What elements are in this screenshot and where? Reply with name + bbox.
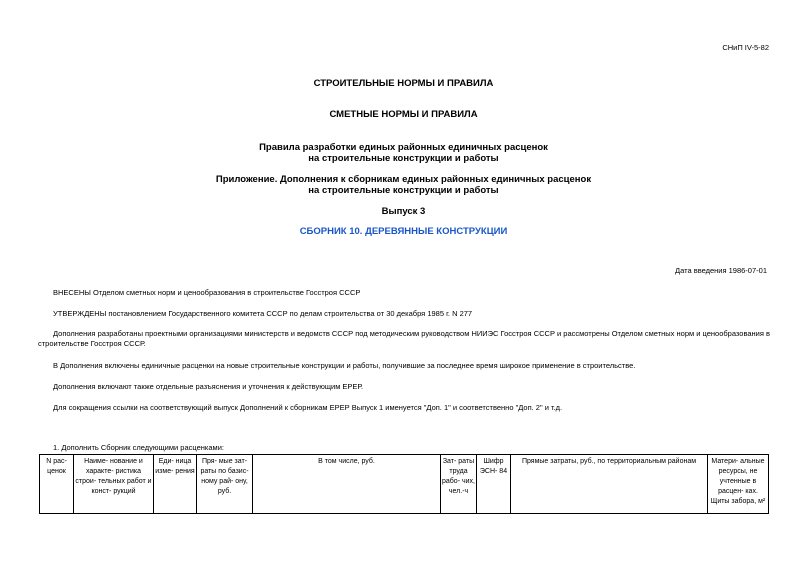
- paragraph-introduced: ВНЕСЕНЫ Отделом сметных норм и ценообразования в строительстве Госстроя СССР: [53, 288, 361, 297]
- table-header-row: [40, 455, 769, 514]
- appendix-title: [0, 174, 807, 196]
- appendix-title-line1: Приложение. Дополнения к сборникам единых районных единичных расценок: [215, 174, 592, 185]
- header-unit: Еди- ница изме- рения: [154, 455, 197, 514]
- appendix-title-line2: на строительные конструкции и работы: [308, 185, 499, 196]
- header-esn-code: Шифр ЭСН- 84: [477, 455, 511, 514]
- header-direct-costs-regions: Прямые затраты, руб., по территориальным районам: [511, 455, 708, 514]
- title-sub: СМЕТНЫЕ НОРМЫ И ПРАВИЛА: [329, 109, 478, 120]
- table-caption: 1. Дополнить Сборник следующими расценками:: [53, 443, 224, 452]
- paragraph-abbreviation: Для сокращения ссылки на соответствующий выпуск Дополнений к сборникам ЕРЕР Выпуск 1 именуется "Доп. 1" и соответственно "Доп. 2" и т.д.: [53, 403, 563, 412]
- header-direct-costs-base: Пря- мые зат- раты по базис- ному рай- ону, руб.: [197, 455, 253, 514]
- rules-title: [0, 142, 807, 164]
- rules-title-line1: Правила разработки единых районных единичных расценок: [259, 142, 548, 153]
- header-rate-number: N рас- ценок: [40, 455, 74, 514]
- paragraph-approved: УТВЕРЖДЕНЫ постановлением Государственного комитета СССР по делам строительства от 30 декабря 1985 г. N 277: [53, 309, 473, 318]
- rules-title-line2: на строительные конструкции и работы: [308, 153, 499, 164]
- header-labor-costs: Зат- раты труда рабо- чих, чел.-ч: [441, 455, 477, 514]
- collection-title: СБОРНИК 10. ДЕРЕВЯННЫЕ КОНСТРУКЦИИ: [299, 226, 508, 237]
- document-code: СНиП IV-5-82: [722, 43, 769, 52]
- header-material-resources: Матери- альные ресурсы, не учтенные в расцен- ках. Щиты забора, м²: [708, 455, 769, 514]
- title-main: СТРОИТЕЛЬНЫЕ НОРМЫ И ПРАВИЛА: [313, 78, 494, 89]
- paragraph-developed: Дополнения разработаны проектными организациями министерств и ведомств СССР под методическим руководством НИИЭС Госстроя СССР и рассмотрены Отделом сметных норм и ценообразования в: [53, 329, 770, 338]
- paragraph-included: В Дополнения включены единичные расценки на новые строительные конструкции и работы, получившие за последнее время широкое применение в строительстве.: [53, 361, 636, 370]
- rates-table: [39, 454, 769, 514]
- header-including: В том числе, руб.: [253, 455, 441, 514]
- effective-date: Дата введения 1986-07-01: [675, 266, 767, 275]
- paragraph-developed-cont: строительстве Госстроя СССР.: [38, 339, 146, 348]
- paragraph-clarifications: Дополнения включают также отдельные разъяснения и уточнения к действующим ЕРЕР.: [53, 382, 364, 391]
- issue-number: Выпуск 3: [381, 206, 426, 217]
- header-work-name: Наиме- нование и характе- ристика строи- тельных работ и конст- рукций: [74, 455, 154, 514]
